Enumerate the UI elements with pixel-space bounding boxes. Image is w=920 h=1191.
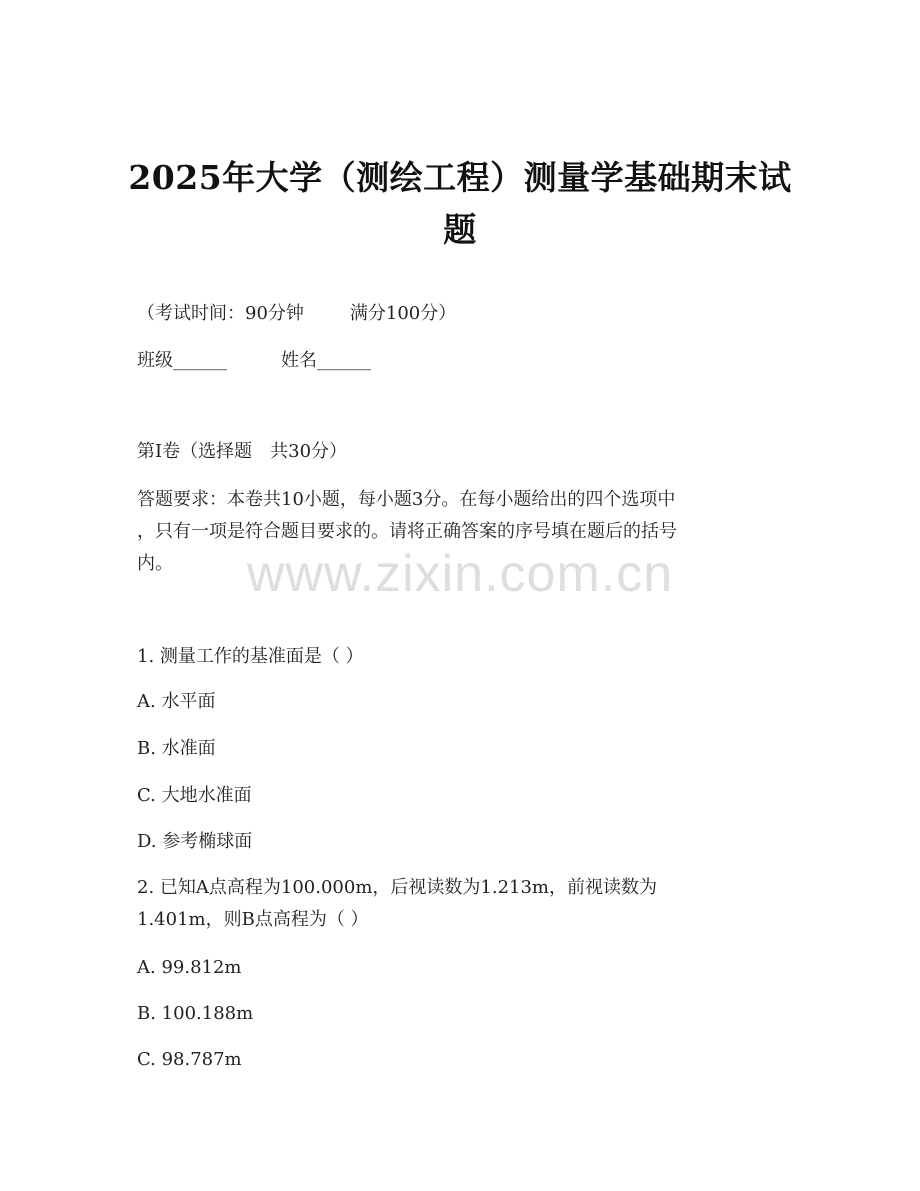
exam-title-line-2: 题 [443,210,477,249]
class-field: 班级______ [137,350,227,371]
section-instructions [137,484,797,580]
question-2-stem [137,872,797,936]
watermark: www.zixin.com.cn [246,545,674,603]
section-header-part-1: 第I卷（选择题 [137,441,253,462]
instructions-line-2: ，只有一项是符合题目要求的。请将正确答案的序号填在题后的括号 [137,521,677,542]
exam-full-score: 满分100分） [349,303,457,324]
exam-time: （考试时间：90分钟 [137,303,304,324]
question-2-option-b: B. 100.188m [137,1003,254,1024]
question-1-option-b: B. 水准面 [137,738,216,759]
question-2-option-c: C. 98.787m [137,1049,242,1070]
question-2-stem-line-1: 2. 已知A点高程为100.000m，后视读数为1.213m，前视读数为 [137,877,657,898]
instructions-line-1: 答题要求：本卷共10小题，每小题3分。在每小题给出的四个选项中 [137,489,676,510]
question-1-stem: 1. 测量工作的基准面是（ ） [137,646,364,667]
name-field: 姓名______ [281,350,371,371]
section-header [137,440,347,464]
question-1-option-a: A. 水平面 [137,691,216,712]
exam-title-line-1: 2025年大学（测绘工程）测量学基础期末试 [128,158,792,197]
section-header-part-2: 共30分） [270,441,348,462]
instructions-line-3: 内。 [137,553,173,574]
question-2-stem-line-2: 1.401m，则B点高程为（ ） [137,909,369,930]
exam-title [120,152,800,256]
question-1-option-c: C. 大地水准面 [137,785,252,806]
student-info [137,349,371,373]
question-1-option-d: D. 参考椭球面 [137,831,253,852]
exam-info [137,302,456,326]
question-2-option-a: A. 99.812m [137,957,242,978]
